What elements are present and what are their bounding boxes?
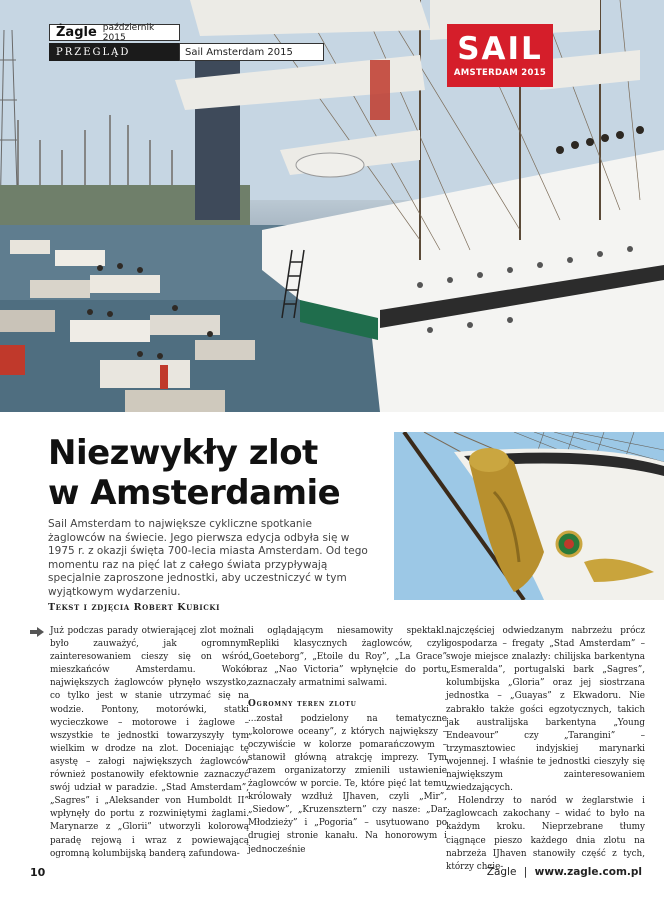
col3-paragraph-1: najczęściej odwiedzanym nabrzeżu prócz gospodarza – fregaty „Stad Amsterdam” – swoje miejsce znalazły: chilijska barkentyna „Esmeralda”, portugalski bark „Sagres”, kolumbijska „Gloria” oraz jej siostrzana jednostka – „Guayas” z Ekwadoru. Nie zabrakło także gości egzotycznych, takich jak australijska barkentyna „Young Endeavour” czy „Tarangini” – trzymasztowiec indyjskiej marynarki wojennej. I właśnie te jednostki cieszyły się największym zainteresowaniem zwiedzających. — [446, 626, 645, 794]
issue-date: październik 2015 — [102, 22, 155, 43]
column-2 — [248, 625, 447, 857]
article-start-arrow-icon — [30, 627, 44, 637]
page-number: 10 — [30, 866, 46, 879]
sail-amsterdam-logo — [447, 24, 553, 87]
article-lead: Sail Amsterdam to największe cykliczne spotkanie żaglowców na świecie. Jego pierwsza edycja odbyła się w 1975 r. z okazji święta 700-lecia miasta Amsterdam. Od tego momentu raz na pięć lat z całego świata przypływają specjalnie zaproszone jednostki, aby uczestniczyć w tym wyjątkowym wydarzeniu. — [48, 518, 368, 598]
col2-paragraph-1: li oglądającym niesamowity spektakl. Repliki klasycznych żaglowców, czyli „Goeteborg”, „Etoile du Roy”, „La Grace” oraz „Nao Victoria” wpłynęłcie do portu zaznaczały armatnimi salwami. — [248, 626, 447, 689]
hero-photo — [0, 0, 664, 412]
section-subhead: Ogromny teren zlotu — [248, 699, 357, 710]
section-label: PRZEGLĄD — [49, 43, 179, 61]
logo-main-text: SAIL — [457, 31, 543, 67]
topic-label: Sail Amsterdam 2015 — [179, 43, 324, 61]
byline: Tekst i zdjęcia Robert Kubicki — [48, 602, 220, 613]
logo-sub-text: AMSTERDAM 2015 — [453, 68, 547, 78]
col2-paragraph-2: ...został podzielony na tematyczne „kolorowe oceany”, z których największy – oczywiście w kolorze pomarańczowym – stanowił główną atrakcję imprezy. Tym razem organizatorzy zmienili ustawienie żaglowców w porcie. Te, które pięć lat temu królowały wzdłuż IJhaven, czyli „Mir”, „Siedow”, „Kruzensztern” czy nasze: „Dar Młodzieży” i „Pogoria” – usytuowano po drugiej stronie kanału. Na honorowym i jednocześnie — [248, 713, 447, 855]
footer-url[interactable]: www.zagle.com.pl — [534, 866, 642, 878]
title-line-1: Niezwykły zlot — [48, 433, 318, 473]
col1-paragraph: Już podczas parady otwierającej zlot można było zauważyć, jak ogromnym zainteresowaniem cieszy się on wśród mieszkańców Amsterdamu. Wokół największych żaglowców płynęło wszystko, co tylko jest w stanie utrzymać się na wodzie. Pontony, motorówki, statki wycieczkowe – motorowe i żaglowe – wszystkie te jednostki towarzyszyły tym wielkim w drodze na zlot. Doceniając tę asystę – załogi największych żaglowców również postanowiły efektownie zaznaczyć swój udział w paradzie. „Stad Amsterdam”, „Sagres” i „Aleksander von Humboldt II” wpłynęły do portu z rozwiniętymi żaglami. Marynarze z „Glorii” utworzyli kolorową paradę rejową i wraz z powiewającą ogromną kolumbijską banderą zafundowa- — [50, 626, 249, 859]
masthead — [49, 24, 324, 62]
title-line-2: w Amsterdamie — [48, 473, 341, 513]
magazine-brand: Żagle — [56, 25, 97, 40]
footer-separator: | — [523, 866, 528, 878]
column-1 — [50, 625, 249, 861]
article-title — [48, 433, 368, 513]
footer-credit — [487, 866, 642, 878]
column-3 — [446, 625, 645, 874]
footer-brand: Żagle — [486, 866, 517, 878]
masthead-bottom-row — [49, 43, 324, 61]
figurehead-illustration — [394, 432, 664, 600]
masthead-top-row — [49, 24, 180, 41]
col3-paragraph-2: Holendrzy to naród w żeglarstwie i żaglowcach zakochany – widać to było na każdym kroku. Nieprzebrane tłumy ciągnące pieszo każdego dnia zlotu na nabrzeża IJhaven stanowiły część z tych, którzy chcie- — [446, 796, 645, 872]
figurehead-photo — [394, 432, 664, 600]
